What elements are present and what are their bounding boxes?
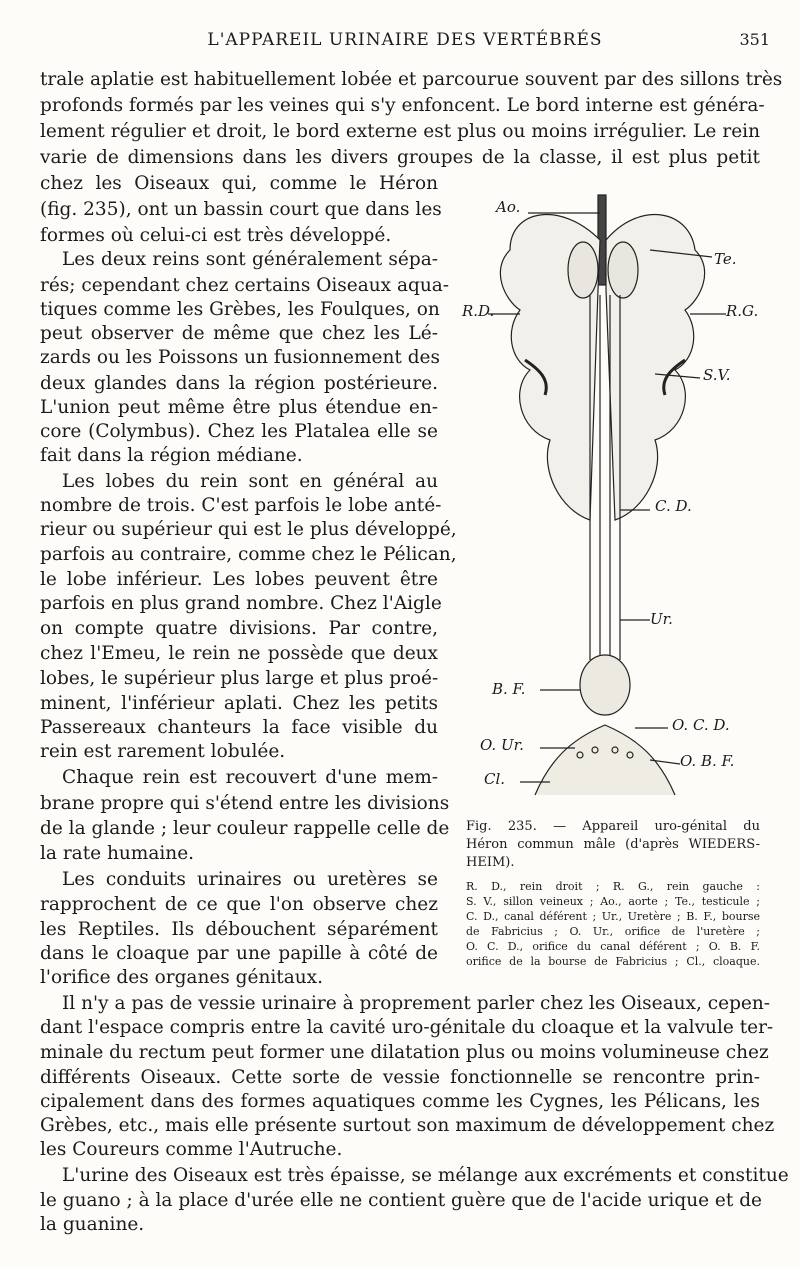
text-line: de la glande ; leur couleur rappelle celle de (40, 818, 450, 839)
figure-legend-line: de Fabricius ; O. Ur., orifice de l'uretère ; (466, 925, 760, 938)
text-line: rieur ou supérieur qui est le plus développé, (40, 519, 457, 540)
figure-legend-line: orifice de la bourse de Fabricius ; Cl., cloaque. (466, 955, 760, 968)
label-aorta: Ao. (496, 198, 521, 216)
label-ureter-orifice: O. Ur. (480, 736, 524, 754)
text-line: la guanine. (40, 1214, 145, 1235)
text-line: profonds formés par les veines qui s'y enfoncent. Le bord interne est généra- (40, 95, 765, 116)
figure-caption: Fig. 235. — Appareil uro-génital du (466, 819, 760, 834)
figure-caption: HEIM). (466, 855, 515, 870)
text-line: brane propre qui s'étend entre les divisions (40, 793, 450, 814)
text-line: rein est rarement lobulée. (40, 741, 286, 762)
text-line: deux glandes dans la région postérieure. (40, 373, 438, 394)
label-right-kidney: R.D. (462, 302, 495, 320)
text-line: Chaque rein est recouvert d'une mem- (62, 767, 438, 788)
text-line: nombre de trois. C'est parfois le lobe anté- (40, 495, 442, 516)
testis-left-shape (608, 242, 638, 298)
text-line: Les lobes du rein sont en général au (62, 471, 438, 492)
text-line: Grèbes, etc., mais elle présente surtout son maximum de développement chez (40, 1115, 775, 1136)
text-line: (fig. 235), ont un bassin court que dans les (40, 199, 442, 220)
text-line: trale aplatie est habituellement lobée et parcourue souvent par des sillons très (40, 69, 783, 90)
text-line: l'orifice des organes génitaux. (40, 967, 324, 988)
text-line: la rate humaine. (40, 843, 195, 864)
text-line: chez l'Emeu, le rein ne possède que deux (40, 643, 438, 664)
text-line: rapprochent de ce que l'on observe chez (40, 894, 438, 915)
label-bursa: B. F. (492, 680, 526, 698)
text-line: dans le cloaque par une papille à côté de (40, 943, 438, 964)
text-line: lobes, le supérieur plus large et plus proé- (40, 668, 439, 689)
text-line: chez les Oiseaux qui, comme le Héron (40, 173, 438, 194)
label-ureter: Ur. (650, 610, 673, 628)
text-line: peut observer de même que chez les Lé- (40, 323, 438, 344)
figure-legend-line: C. D., canal déférent ; Ur., Uretère ; B. F., bourse (466, 910, 760, 923)
urogenital-illustration (450, 180, 780, 800)
text-line: les Reptiles. Ils débouchent séparément (40, 919, 438, 940)
figure-legend-line: S. V., sillon veineux ; Ao., aorte ; Te., testicule ; (466, 895, 760, 908)
text-line: Passereaux chanteurs la face visible du (40, 717, 438, 738)
text-line: minent, l'inférieur aplati. Chez les petits (40, 693, 438, 714)
text-line: parfois en plus grand nombre. Chez l'Aigle (40, 593, 442, 614)
figure-legend-line: R. D., rein droit ; R. G., rein gauche : (466, 880, 760, 893)
page-header (40, 30, 770, 54)
text-line: zards ou les Poissons un fusionnement des (40, 347, 440, 368)
label-venous-groove: S.V. (703, 366, 731, 384)
label-bursa-orifice: O. B. F. (680, 752, 735, 770)
label-vas-deferens: C. D. (655, 497, 692, 515)
text-line: fait dans la région médiane. (40, 445, 303, 466)
text-line: Il n'y a pas de vessie urinaire à proprement parler chez les Oiseaux, cepen- (62, 993, 771, 1014)
text-line: tiques comme les Grèbes, les Foulques, on (40, 299, 440, 320)
text-line: core (Colymbus). Chez les Platalea elle se (40, 421, 438, 442)
text-line: parfois au contraire, comme chez le Pélican, (40, 544, 457, 565)
text-line: différents Oiseaux. Cette sorte de vessie fonctionnelle se rencontre prin- (40, 1067, 760, 1088)
text-line: varie de dimensions dans les divers groupes de la classe, il est plus petit (40, 147, 760, 168)
figure-legend-line: O. C. D., orifice du canal déférent ; O. B. F. (466, 940, 760, 953)
label-vas-orifice: O. C. D. (672, 716, 730, 734)
text-line: L'union peut même être plus étendue en- (40, 397, 438, 418)
page-number: 351 (739, 30, 770, 49)
text-line: les Coureurs comme l'Autruche. (40, 1139, 343, 1160)
running-title: L'APPAREIL URINAIRE DES VERTÉBRÉS (207, 30, 603, 50)
bursa-shape (580, 655, 630, 715)
text-line: Les conduits urinaires ou uretères se (62, 869, 438, 890)
text-line: on compte quatre divisions. Par contre, (40, 618, 438, 639)
text-line: rés; cependant chez certains Oiseaux aqua- (40, 275, 450, 296)
text-line: L'urine des Oiseaux est très épaisse, se mélange aux excréments et constitue (62, 1165, 789, 1186)
label-cloaca: Cl. (484, 770, 506, 788)
label-testicle: Te. (714, 250, 737, 268)
text-line: Les deux reins sont généralement sépa- (62, 249, 438, 270)
text-line: lement régulier et droit, le bord externe est plus ou moins irrégulier. Le rein (40, 121, 760, 142)
figure-caption: Héron commun mâle (d'après WIEDERS- (466, 837, 760, 852)
text-line: minale du rectum peut former une dilatation plus ou moins volumineuse chez (40, 1042, 769, 1063)
text-line: cipalement dans des formes aquatiques comme les Cygnes, les Pélicans, les (40, 1091, 760, 1112)
text-line: dant l'espace compris entre la cavité uro-génitale du cloaque et la valvule ter- (40, 1017, 774, 1038)
text-line: formes où celui-ci est très développé. (40, 225, 392, 246)
testis-right-shape (568, 242, 598, 298)
text-line: le guano ; à la place d'urée elle ne contient guère que de l'acide urique et de (40, 1190, 762, 1211)
label-left-kidney: R.G. (726, 302, 759, 320)
text-line: le lobe inférieur. Les lobes peuvent être (40, 569, 438, 590)
